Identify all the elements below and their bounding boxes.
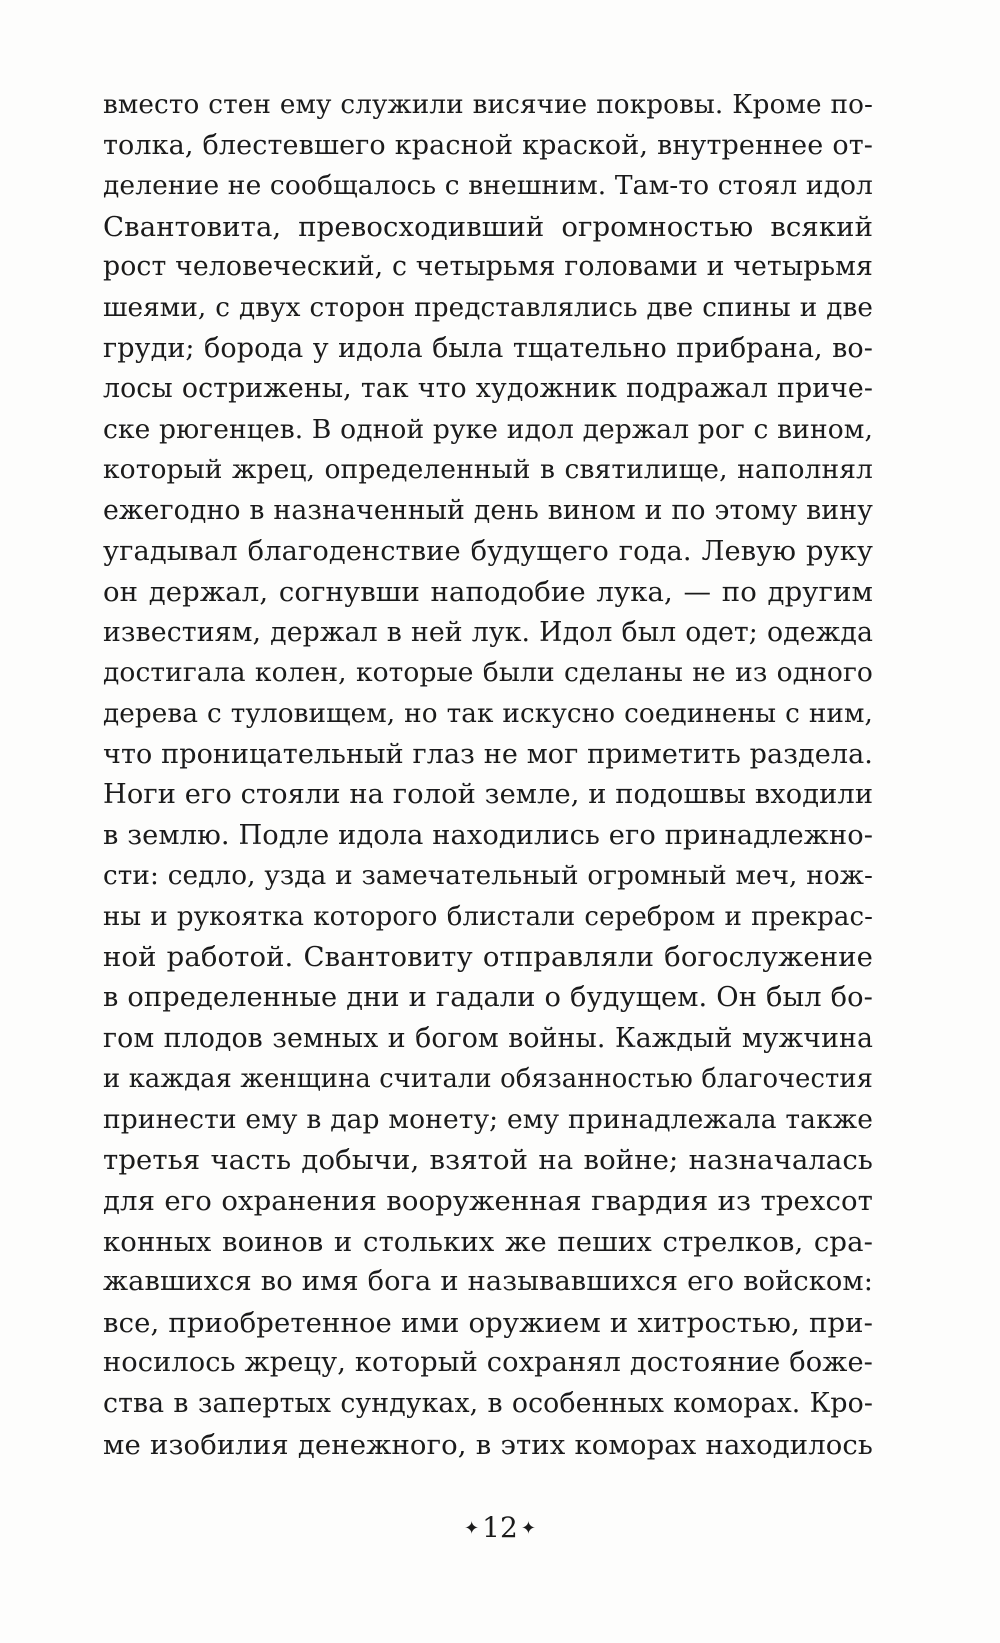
text-line: жавшихся во имя бога и называвшихся его войском:	[103, 1266, 873, 1298]
page-number: 12	[482, 1511, 518, 1544]
text-line: ны и рукоятка которого блистали серебром и прекрас-	[103, 901, 873, 932]
text-line: конных воинов и стольких же пеших стрелков, сра-	[103, 1225, 873, 1258]
text-line: ме изобилия денежного, в этих коморах находилось	[103, 1428, 873, 1461]
text-line: вместо стен ему служили висячие покровы. Кроме по-	[103, 90, 873, 120]
text-line: достигала колен, которые были сделаны не из одного	[103, 657, 873, 689]
text-line: деление не сообщалось с внешним. Там-то стоял идол	[103, 170, 873, 202]
text-line: в определенные дни и гадали о будущем. Он был бо-	[103, 982, 873, 1014]
text-line: ске рюгенцев. В одной руке идол держал рог с вином,	[103, 413, 873, 445]
text-line: лосы острижены, так что художник подражал приче-	[103, 373, 873, 405]
text-line: известиям, держал в ней лук. Идол был одет; одежда	[103, 616, 873, 648]
text-line: он держал, согнувши наподобие лука, — по другим	[103, 576, 873, 609]
text-line: все, приобретенное ими оружием и хитростью, при-	[103, 1306, 873, 1339]
text-line: ства в запертых сундуках, в особенных коморах. Кро-	[103, 1388, 873, 1419]
text-line: носилось жрецу, который сохранял достояние боже-	[103, 1347, 873, 1379]
text-line: гом плодов земных и богом войны. Каждый мужчина	[103, 1022, 873, 1054]
ornament-star-icon: ✦	[520, 1518, 536, 1539]
text-line: Ноги его стояли на голой земле, и подошвы входили	[103, 779, 874, 811]
ornament-star-icon: ✦	[464, 1518, 480, 1539]
text-line: который жрец, определенный в святилище, наполнял	[103, 454, 873, 486]
text-line: и каждая женщина считали обязанностью благочестия	[103, 1064, 873, 1095]
text-line: ной работой. Свантовиту отправляли богослужение	[103, 941, 873, 974]
body-text	[103, 85, 873, 1465]
text-line: Свантовита, превосходивший огромностью всякий	[103, 210, 873, 243]
text-line: угадывал благоденствие будущего года. Левую руку	[103, 535, 873, 567]
text-line: шеями, с двух сторон представлялись две спины и две	[103, 292, 873, 323]
page-number-footer	[0, 1508, 1000, 1549]
text-line: что проницательный глаз не мог приметить раздела.	[103, 738, 873, 770]
text-line: толка, блестевшего красной краской, внутреннее от-	[103, 129, 873, 161]
text-line: для его охранения вооруженная гвардия из трехсот	[103, 1185, 873, 1218]
text-line: ежегодно в назначенный день вином и по этому вину	[103, 494, 873, 526]
text-line: в землю. Подле идола находились его принадлежно-	[103, 819, 874, 851]
text-line: третья часть добычи, взятой на войне; назначалась	[103, 1144, 873, 1177]
text-line: сти: седло, узда и замечательный огромный меч, нож-	[103, 861, 873, 892]
text-line: рост человеческий, с четырьмя головами и четырьмя	[103, 251, 873, 283]
text-line: дерева с туловищем, но так искусно соединены с ним,	[103, 698, 873, 729]
text-line: принести ему в дар монету; ему принадлежала также	[103, 1103, 873, 1135]
text-line: груди; борода у идола была тщательно прибрана, во-	[103, 332, 873, 364]
